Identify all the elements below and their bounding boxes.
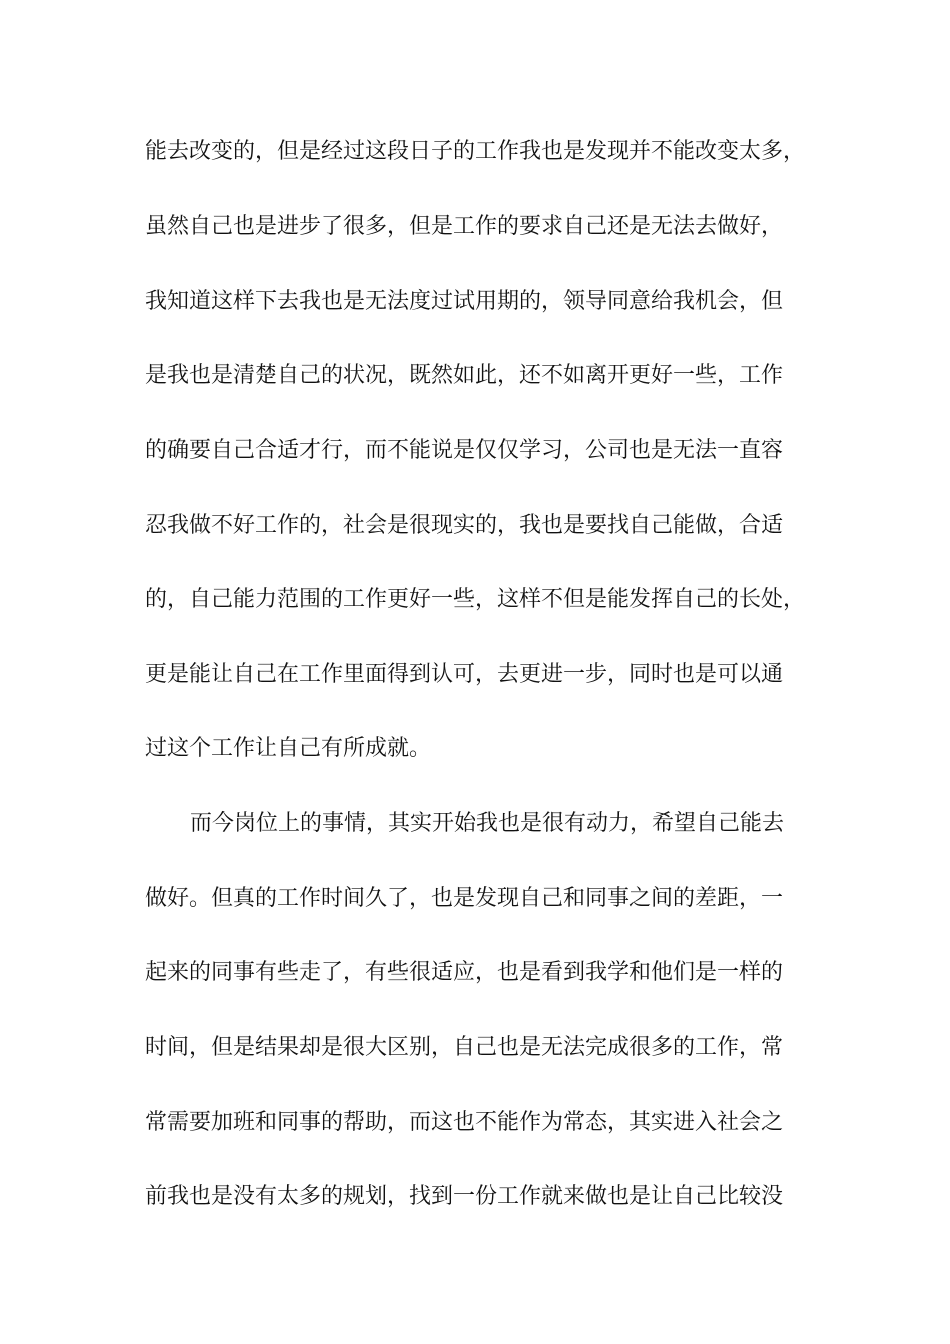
text-line: 过这个工作让自己有所成就。 xyxy=(145,736,432,761)
text-line: 前我也是没有太多的规划，找到一份工作就来做也是让自己比较没 xyxy=(145,1184,784,1209)
text-line: 是我也是清楚自己的状况，既然如此，还不如离开更好一些，工作 xyxy=(145,363,784,388)
text-line: 更是能让自己在工作里面得到认可，去更进一步，同时也是可以通 xyxy=(145,662,784,687)
text-line: 虽然自己也是进步了很多，但是工作的要求自己还是无法去做好， xyxy=(145,214,784,239)
text-line: 常需要加班和同事的帮助，而这也不能作为常态，其实进入社会之 xyxy=(145,1110,784,1135)
text-line: 能去改变的，但是经过这段日子的工作我也是发现并不能改变太多， xyxy=(145,139,806,164)
text-line: 忍我做不好工作的，社会是很现实的，我也是要找自己能做，合适 xyxy=(145,513,784,538)
text-line: 时间，但是结果却是很大区别，自己也是无法完成很多的工作，常 xyxy=(145,1035,784,1060)
text-line: 的确要自己合适才行，而不能说是仅仅学习，公司也是无法一直容 xyxy=(145,438,784,463)
text-line: 做好。但真的工作时间久了，也是发现自己和同事之间的差距，一 xyxy=(145,886,784,911)
paragraph-first-line: 而今岗位上的事情，其实开始我也是很有动力，希望自己能去 xyxy=(190,811,785,836)
text-line: 起来的同事有些走了，有些很适应，也是看到我学和他们是一样的 xyxy=(145,960,784,985)
text-line: 我知道这样下去我也是无法度过试用期的，领导同意给我机会，但 xyxy=(145,289,784,314)
text-line: 的，自己能力范围的工作更好一些，这样不但是能发挥自己的长处， xyxy=(145,587,806,612)
